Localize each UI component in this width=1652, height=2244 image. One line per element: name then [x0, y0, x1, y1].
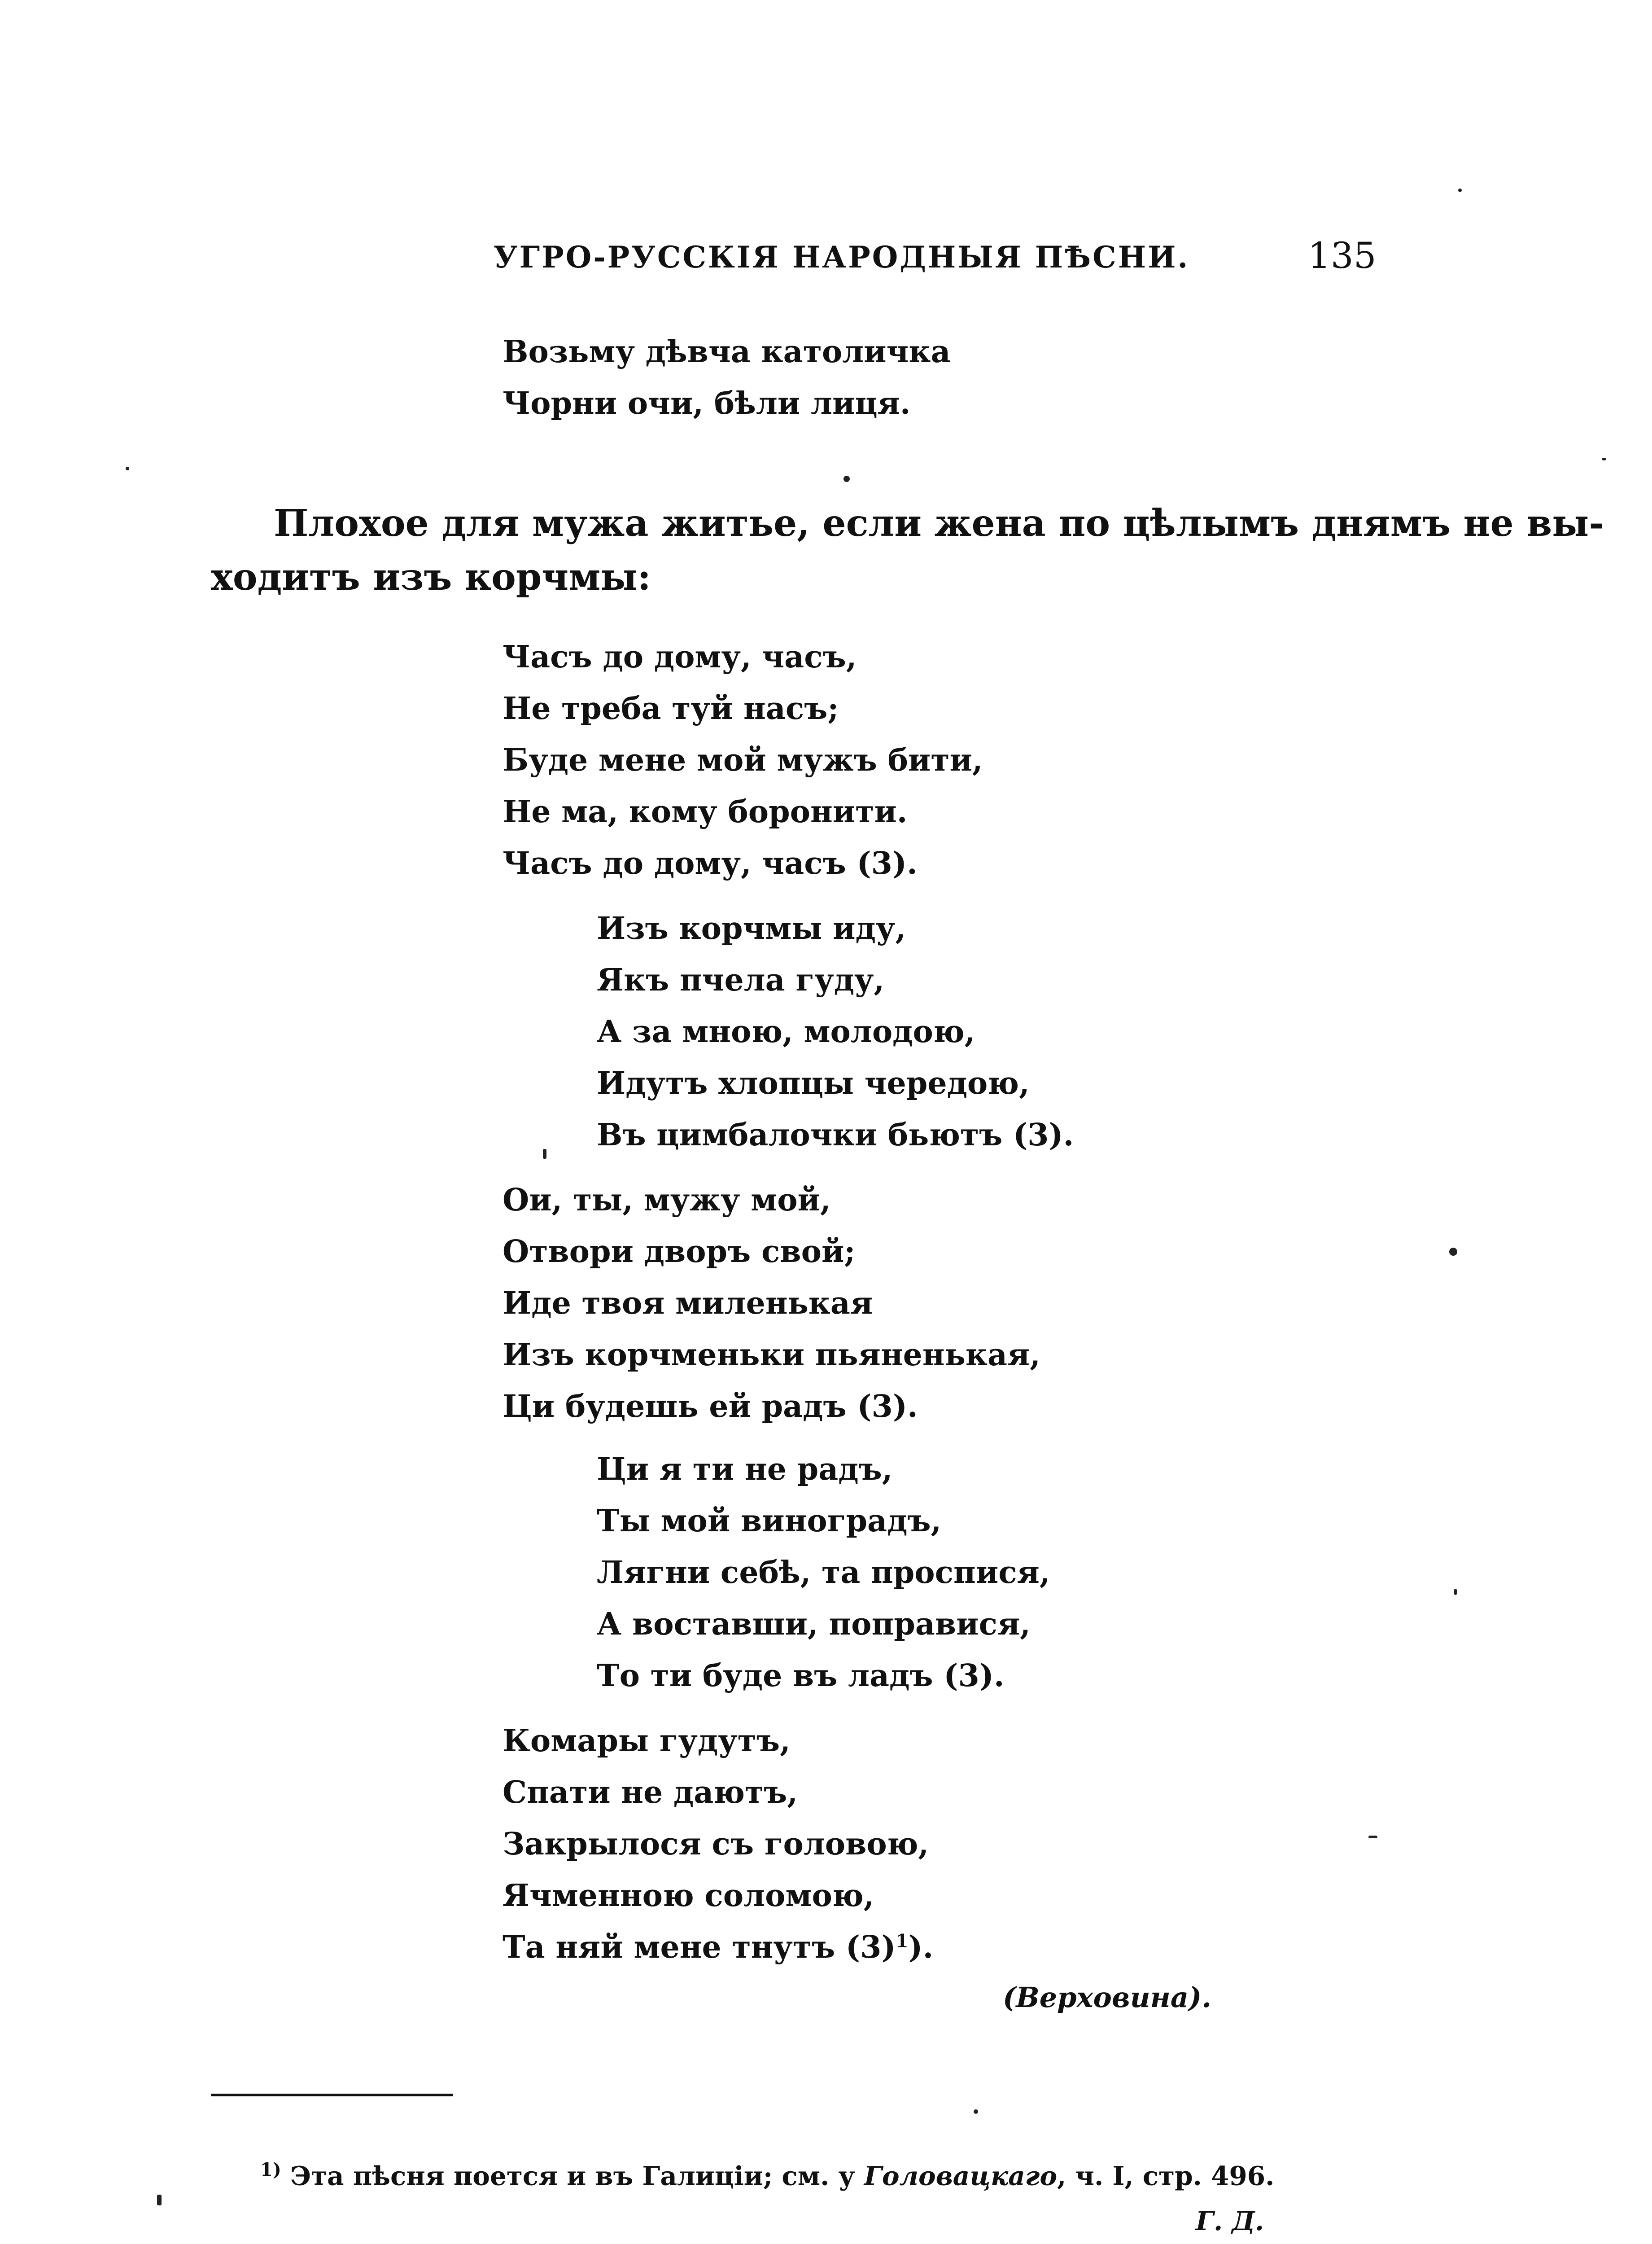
- footnote-author: Головацкаго: [864, 2161, 1058, 2191]
- verse-line: Спати не даютъ,: [503, 1775, 798, 1810]
- scan-speck: [843, 476, 850, 482]
- scan-speck: [543, 1149, 546, 1159]
- running-title: УГРО-РУССКІЯ НАРОДНЫЯ ПѢСНИ.: [494, 240, 1190, 275]
- verse-line: Якъ пчела гуду,: [597, 962, 885, 998]
- verse-line: Чорни очи, бѣли лиця.: [503, 386, 911, 421]
- verse-line: Ои, ты, мужу мой,: [503, 1182, 831, 1218]
- verse-line: Изъ корчменьки пьяненькая,: [503, 1337, 1040, 1373]
- verse-line: А за мною, молодою,: [597, 1014, 975, 1050]
- scan-speck: [1458, 188, 1462, 192]
- verse-line: Ци я ти не радъ,: [597, 1451, 893, 1487]
- verse-line: Ячменною соломою,: [503, 1878, 874, 1914]
- verse-line: Часъ до дому, часъ,: [503, 639, 857, 675]
- signature-text: Г. Д.: [1196, 2206, 1264, 2236]
- verse-line: Изъ корчмы иду,: [597, 911, 906, 947]
- footnote: [260, 2161, 1274, 2189]
- verse-line: Лягни себѣ, та проспися,: [597, 1555, 1050, 1591]
- footnote-reference: 1: [896, 1930, 909, 1952]
- verse-line: Часъ до дому, часъ (3).: [503, 846, 918, 881]
- verse-line: Отвори дворъ свой;: [503, 1234, 856, 1270]
- verse-line: Ци будешь ей радъ (3).: [503, 1389, 918, 1424]
- verse-line: Не ма, кому боронити.: [503, 794, 908, 830]
- source-attribution: (Верховина).: [1003, 1981, 1211, 2014]
- verse-line: Буде мене мой мужъ бити,: [503, 742, 983, 778]
- verse-line: Не треба туй насъ;: [503, 691, 839, 727]
- verse-line: Идутъ хлопцы чередою,: [597, 1065, 1030, 1101]
- prose-line: Плохое для мужа житье, если жена по цѣлымъ днямъ не вы-: [274, 502, 1604, 545]
- page-number: 135: [1308, 235, 1377, 276]
- verse-line: Иде твоя миленькая: [503, 1285, 873, 1321]
- verse-line: Въ цимбалочки бьютъ (3).: [597, 1117, 1074, 1153]
- verse-line-last: [503, 1929, 934, 1965]
- verse-text: Та няй мене тнутъ (3): [503, 1929, 896, 1965]
- scan-speck: [157, 2195, 162, 2205]
- scan-speck: [1368, 1836, 1377, 1838]
- footnote-text: Эта пѣсня поется и въ Галиціи; см. у: [290, 2161, 864, 2191]
- closing-punctuation: ).: [908, 1929, 934, 1965]
- footnote-ref: , ч. I, стр. 496.: [1057, 2161, 1275, 2191]
- scan-speck: [974, 2109, 978, 2114]
- verse-line: Возьму дѣвча католичка: [503, 334, 951, 370]
- prose-line: ходитъ изъ корчмы:: [211, 556, 651, 599]
- scan-speck: [1602, 458, 1606, 460]
- verse-line: Комары гудутъ,: [503, 1723, 791, 1759]
- verse-line: Закрылося съ головою,: [503, 1826, 929, 1862]
- footnote-signature: [1196, 2208, 1264, 2234]
- footnote-marker: 1): [260, 2159, 281, 2180]
- footnote-separator: [211, 2094, 453, 2096]
- verse-line: Ты мой виноградъ,: [597, 1503, 942, 1539]
- verse-line: А воставши, поправися,: [597, 1606, 1031, 1642]
- scan-speck: [1449, 1248, 1457, 1256]
- verse-line: То ти буде въ ладъ (3).: [597, 1658, 1005, 1694]
- scan-speck: [126, 467, 129, 470]
- scan-speck: [1454, 1589, 1457, 1595]
